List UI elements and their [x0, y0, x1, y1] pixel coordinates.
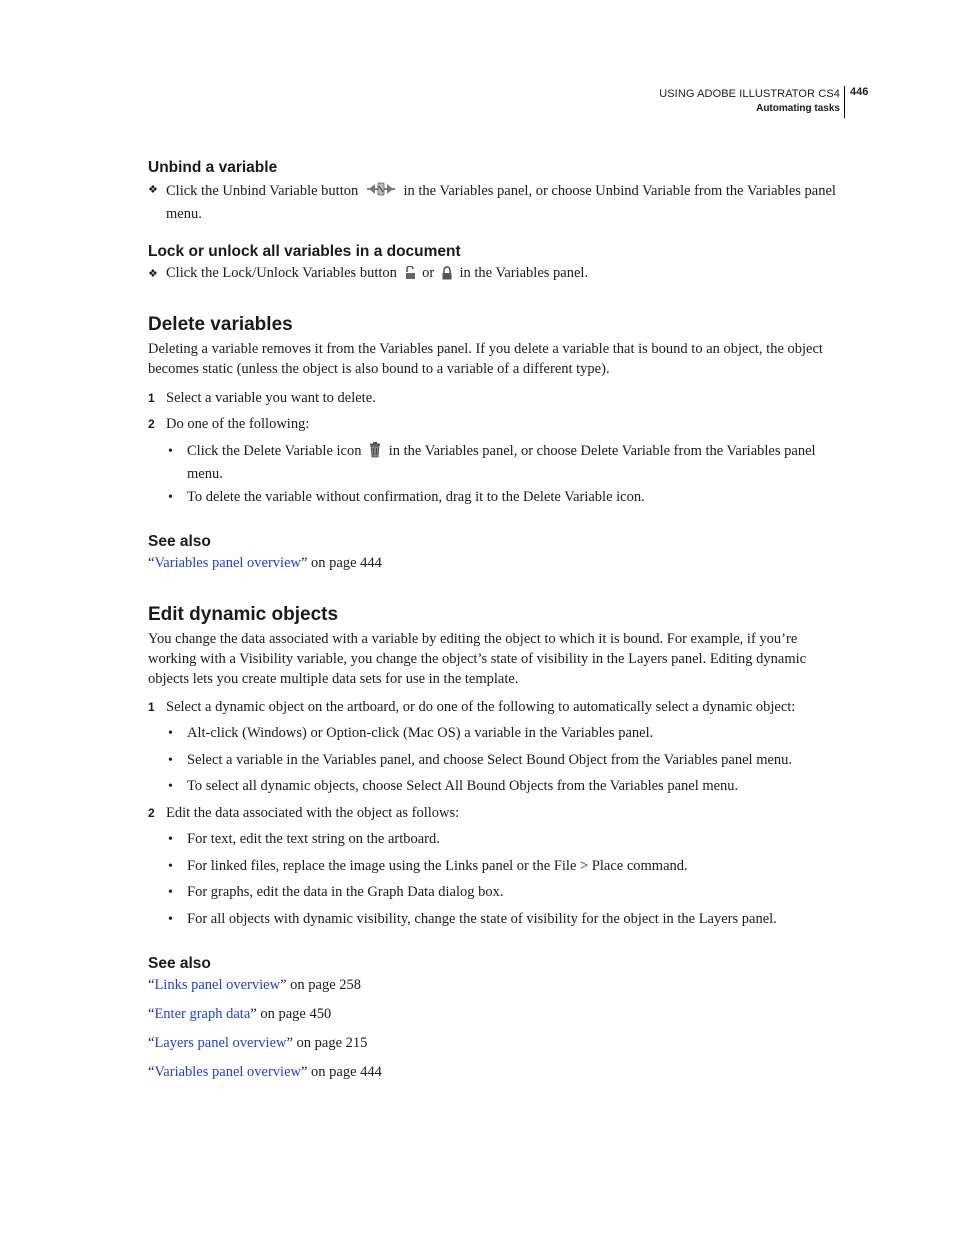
link-layers-panel-overview[interactable]: Layers panel overview [154, 1035, 287, 1051]
bullet-icon: • [168, 859, 173, 874]
delete-bullet-2 [148, 488, 858, 508]
section-lock [148, 242, 840, 287]
bullet-text: Alt-click (Windows) or Option-click (Mac OS) a variable in the Variables panel. [187, 725, 654, 741]
section-unbind [148, 158, 840, 225]
unbind-heading: Unbind a variable [148, 159, 278, 176]
step-number: 1 [148, 700, 155, 714]
delete-intro: Deleting a variable removes it from the Variables panel. If you delete a variable that is bound to an object, the object becomes static (unless the object is also bound to a variable of a different type). [148, 341, 823, 377]
step-text: Edit the data associated with the object as follows: [166, 805, 460, 821]
section-delete [148, 313, 840, 337]
see-also-2 [148, 954, 840, 974]
edit-step2-bullet-3 [148, 883, 858, 903]
link-links-panel-overview[interactable]: Links panel overview [154, 977, 281, 993]
bullet-text: To delete the variable without confirmation, drag it to the Delete Variable icon. [187, 489, 645, 505]
edit-step1-bullet-3 [148, 777, 858, 797]
page-reference: ” on page 258 [280, 977, 362, 993]
bullet-text: For all objects with dynamic visibility, change the state of visibility for the object in the Layers panel. [187, 911, 777, 927]
bullet-text: For linked files, replace the image using the Links panel or the File > Place command. [187, 858, 688, 874]
open-quote: “ [148, 1035, 155, 1051]
lock-text-after: in the Variables panel. [459, 265, 589, 281]
bullet-icon: • [168, 444, 173, 459]
see-also-1 [148, 532, 840, 552]
bullet-text: Select a variable in the Variables panel, and choose Select Bound Object from the Variables panel menu. [187, 752, 793, 768]
header-divider [844, 86, 845, 118]
step-number: 1 [148, 391, 155, 405]
link-enter-graph-data[interactable]: Enter graph data [154, 1006, 251, 1022]
header-subtitle: Automating tasks [756, 103, 840, 114]
delete-bullet1-before: Click the Delete Variable icon [187, 443, 362, 459]
edit-intro-block [148, 630, 840, 689]
page-reference: ” on page 444 [301, 1064, 382, 1080]
lock-icon [441, 266, 453, 287]
diamond-bullet-icon: ❖ [148, 184, 158, 196]
delete-intro-block [148, 340, 840, 380]
edit-step2-bullet-1 [148, 830, 858, 850]
link-variables-panel-overview[interactable]: Variables panel overview [154, 555, 301, 571]
see-also-1-link-row [148, 554, 840, 574]
bullet-icon: • [168, 726, 173, 741]
unbind-text-before: Click the Unbind Variable button [166, 183, 359, 199]
step-number: 2 [148, 806, 155, 820]
edit-step1-bullet-1 [148, 724, 858, 744]
bullet-icon: • [168, 912, 173, 927]
lock-step [148, 264, 840, 287]
edit-step2-bullet-2 [148, 857, 858, 877]
see-also-heading: See also [148, 533, 211, 550]
delete-bullet-1 [148, 442, 858, 485]
bullet-icon: • [168, 490, 173, 505]
bullet-text: For text, edit the text string on the artboard. [187, 831, 440, 847]
step-text: Select a dynamic object on the artboard, or do one of the following to automatically select a dynamic object: [166, 699, 796, 715]
lock-text-or: or [422, 265, 435, 281]
edit-step2-bullet-4 [148, 910, 858, 930]
see-also-2-link-row-3 [148, 1034, 840, 1054]
edit-intro: You change the data associated with a variable by editing the object to which it is bound. For example, if you’re working with a Visibility variable, you change the object’s state of visibility in the Layers panel. Editing dynamic objects lets you create multiple data sets for use in the template. [148, 631, 807, 687]
page-number: 446 [850, 86, 869, 98]
page-reference: ” on page 444 [301, 555, 382, 571]
step-number: 2 [148, 417, 155, 431]
edit-step-1 [148, 698, 840, 718]
bullet-icon: • [168, 885, 173, 900]
bullet-text: For graphs, edit the data in the Graph Data dialog box. [187, 884, 504, 900]
unbind-step [148, 180, 840, 225]
trash-icon [368, 442, 382, 465]
see-also-2-link-row-4 [148, 1063, 840, 1083]
bullet-icon: • [168, 779, 173, 794]
delete-bullet1-after: in the Variables panel, or choose Delete Variable from the Variables panel menu. [187, 443, 816, 482]
bullet-icon: • [168, 832, 173, 847]
unbind-text-after: in the Variables panel, or choose Unbind Variable from the Variables panel menu. [166, 183, 836, 222]
see-also-2-link-row-1 [148, 976, 840, 996]
delete-step-1 [148, 389, 840, 409]
edit-step-2 [148, 804, 840, 824]
open-quote: “ [148, 555, 155, 571]
bullet-icon: • [168, 753, 173, 768]
page-reference: ” on page 450 [250, 1006, 332, 1022]
edit-step1-bullet-2 [148, 751, 858, 771]
unlock-icon [404, 266, 416, 287]
section-edit [148, 603, 840, 627]
unbind-variable-icon [365, 180, 397, 205]
step-text: Do one of the following: [166, 416, 310, 432]
page-reference: ” on page 215 [286, 1035, 368, 1051]
step-text: Select a variable you want to delete. [166, 390, 376, 406]
delete-heading: Delete variables [148, 314, 293, 335]
lock-text-before: Click the Lock/Unlock Variables button [166, 265, 397, 281]
edit-heading: Edit dynamic objects [148, 604, 339, 625]
link-variables-panel-overview[interactable]: Variables panel overview [154, 1064, 301, 1080]
bullet-text: To select all dynamic objects, choose Select All Bound Objects from the Variables panel menu. [187, 778, 739, 794]
delete-step-2 [148, 415, 840, 435]
open-quote: “ [148, 1006, 155, 1022]
diamond-bullet-icon: ❖ [148, 268, 158, 280]
open-quote: “ [148, 977, 155, 993]
running-header [659, 87, 840, 116]
see-also-heading: See also [148, 955, 211, 972]
lock-heading: Lock or unlock all variables in a document [148, 243, 461, 260]
open-quote: “ [148, 1064, 155, 1080]
see-also-2-link-row-2 [148, 1005, 840, 1025]
header-title: USING ADOBE ILLUSTRATOR CS4 [659, 88, 840, 100]
